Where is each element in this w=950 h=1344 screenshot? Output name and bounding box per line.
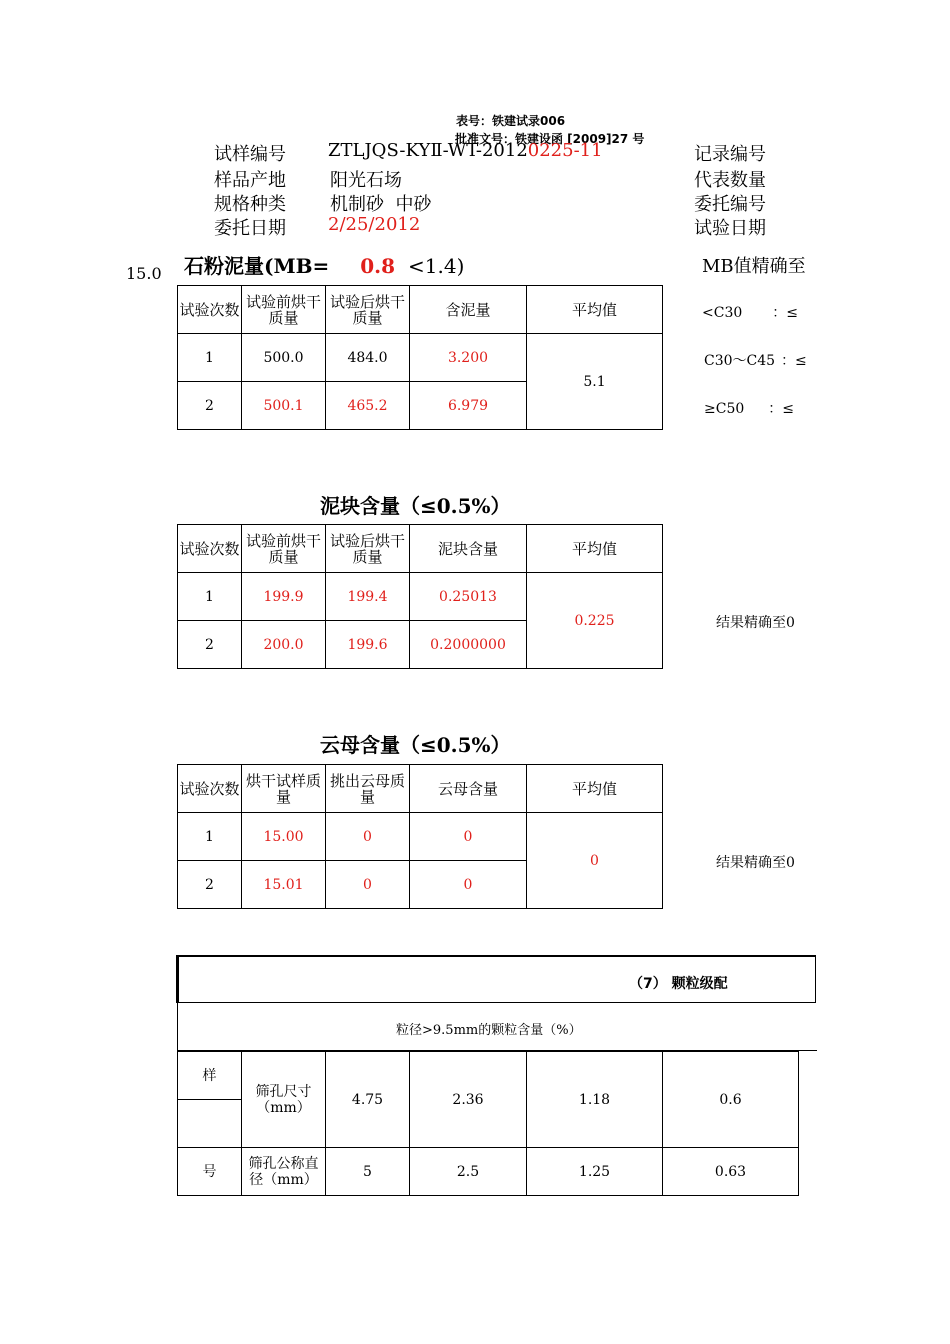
mica-table: 试验次数 烘干试样质量 挑出云母质量 云母含量 平均值 1 15.00 0 0 0 2 15.01 0 0 bbox=[177, 764, 663, 909]
table-row: 2 200.0 199.6 0.2000000 bbox=[178, 621, 663, 669]
header-before: 试验前烘干质量 bbox=[242, 286, 326, 334]
mica-precision-note: 结果精确至0 bbox=[716, 855, 795, 871]
mica-title: 云母含量（≤0.5%） bbox=[320, 733, 511, 757]
header-average: 平均值 bbox=[527, 286, 663, 334]
spec-label: 规格种类 bbox=[214, 194, 286, 215]
grading-title-box bbox=[176, 955, 816, 1003]
sample-no-label: 试样编号 bbox=[214, 144, 286, 165]
form-number: 表号：铁建试录006 bbox=[456, 114, 566, 128]
clay-lump-precision-note: 结果精确至0 bbox=[716, 615, 795, 631]
record-no-label: 记录编号 bbox=[694, 144, 766, 165]
average-value: 0 bbox=[527, 813, 663, 909]
commission-date-value: 2/25/2012 bbox=[328, 214, 421, 235]
origin-label: 样品产地 bbox=[214, 170, 286, 191]
average-value: 0.225 bbox=[527, 573, 663, 669]
header-test-no: 试验次数 bbox=[178, 286, 242, 334]
clay-lump-title: 泥块含量（≤0.5%） bbox=[320, 494, 511, 518]
table-row: 1 500.0 484.0 3.200 5.1 bbox=[178, 334, 663, 382]
sample-no-value: ZTLJQS-KYⅡ-WT-20120225-11 bbox=[328, 140, 603, 161]
quantity-label: 代表数量 bbox=[694, 170, 766, 191]
stone-powder-table bbox=[177, 285, 663, 430]
table-row: 2 15.01 0 0 bbox=[178, 861, 663, 909]
grading-subtitle: 粒径>9.5mm的颗粒含量（%） bbox=[396, 1023, 582, 1038]
sieve-size-label: 筛孔尺寸（mm） bbox=[242, 1052, 326, 1148]
sample-label-top: 样 bbox=[178, 1052, 242, 1100]
header-content: 含泥量 bbox=[410, 286, 527, 334]
average-value: 5.1 bbox=[527, 334, 663, 430]
limit-item: <C30 ：≤ bbox=[702, 305, 798, 321]
table-row: 2 500.1 465.2 6.979 bbox=[178, 382, 663, 430]
sample-label-bottom: 号 bbox=[178, 1148, 242, 1196]
grading-subtitle-row bbox=[177, 1003, 817, 1051]
limit-item: ≥C50 ：≤ bbox=[704, 401, 794, 417]
clay-lump-table: 试验次数 试验前烘干质量 试验后烘干质量 泥块含量 平均值 1 199.9 199.4 0.25013 0.225 2 200.0 199.6 0.2000000 bbox=[177, 524, 663, 669]
commission-no-label: 委托编号 bbox=[694, 194, 766, 215]
stone-powder-title: 石粉泥量(MB= 0.8 <1.4) bbox=[184, 254, 465, 278]
header-after: 试验后烘干质量 bbox=[326, 286, 410, 334]
test-date-label: 试验日期 bbox=[694, 218, 766, 239]
commission-date-label: 委托日期 bbox=[214, 218, 286, 239]
spec-value: 机制砂 中砂 bbox=[330, 194, 432, 215]
table-row: 1 15.00 0 0 0 bbox=[178, 813, 663, 861]
table-row: 1 199.9 199.4 0.25013 0.225 bbox=[178, 573, 663, 621]
mb-precision-note: MB值精确至 bbox=[702, 256, 806, 277]
stone-powder-side-value: 15.0 bbox=[126, 264, 162, 283]
limit-item: C30～C45 ：≤ bbox=[704, 353, 807, 369]
approval-number: 批准文号：铁建设函 [2009]27 号 bbox=[455, 132, 645, 146]
sieve-nominal-label: 筛孔公称直径（mm） bbox=[242, 1148, 326, 1196]
origin-value: 阳光石场 bbox=[330, 170, 402, 191]
grading-table: 样 筛孔尺寸（mm） 4.75 2.36 1.18 0.6 号 筛孔公称直径（mm） 5 2.5 1.25 0.63 bbox=[177, 1051, 799, 1196]
grading-title: （7） 颗粒级配 bbox=[629, 976, 728, 992]
mb-value: 0.8 bbox=[360, 254, 396, 278]
